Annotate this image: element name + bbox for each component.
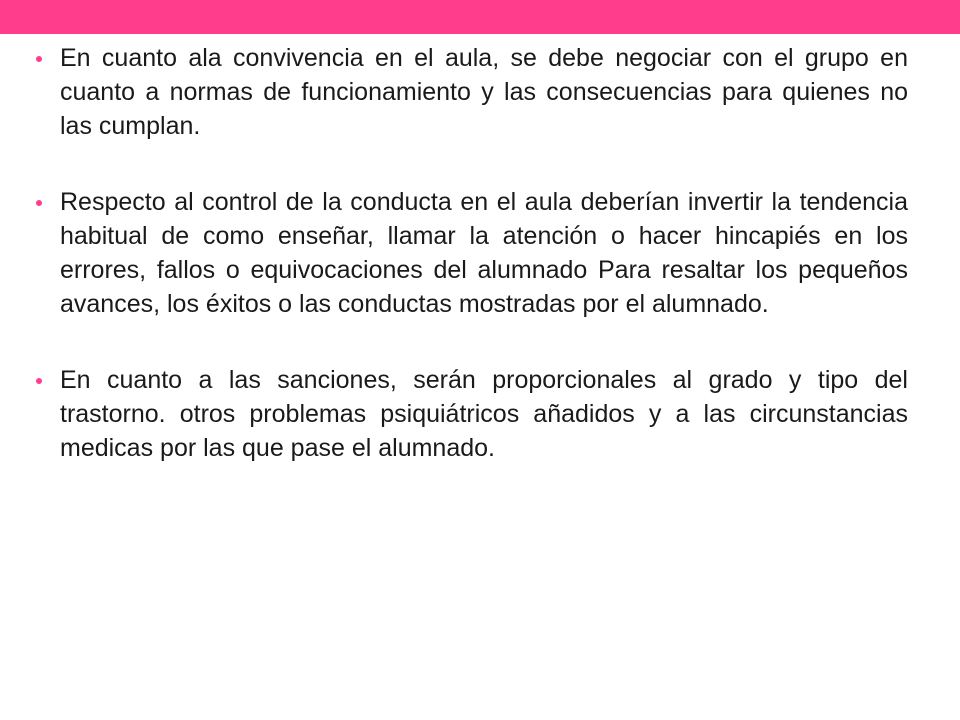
bullet-dot-icon <box>36 378 42 384</box>
slide-top-accent-bar <box>0 0 960 34</box>
bullet-text: Respecto al control de la conducta en el aula deberían invertir la tendencia habitual de como enseñar, llamar la atención o hacer hincapiés en los errores, fallos o equivocaciones del alumnado Para resaltar los pequeños avances, los éxitos o las conductas mostradas por el alumnado. <box>60 188 908 318</box>
bullet-text: En cuanto a las sanciones, serán proporcionales al grado y tipo del trastorno. otros problemas psiquiátricos añadidos y a las circunstancias medicas por las que pase el alumnado. <box>60 366 908 462</box>
bullet-item <box>36 185 908 321</box>
bullet-dot-icon <box>36 56 42 62</box>
bullet-text: En cuanto ala convivencia en el aula, se debe negociar con el grupo en cuanto a normas de funcionamiento y las consecuencias para quienes no las cumplan. <box>60 44 908 140</box>
bullet-dot-icon <box>36 200 42 206</box>
bullet-item <box>36 363 908 465</box>
slide-bullet-list <box>36 41 908 465</box>
bullet-item <box>36 41 908 143</box>
